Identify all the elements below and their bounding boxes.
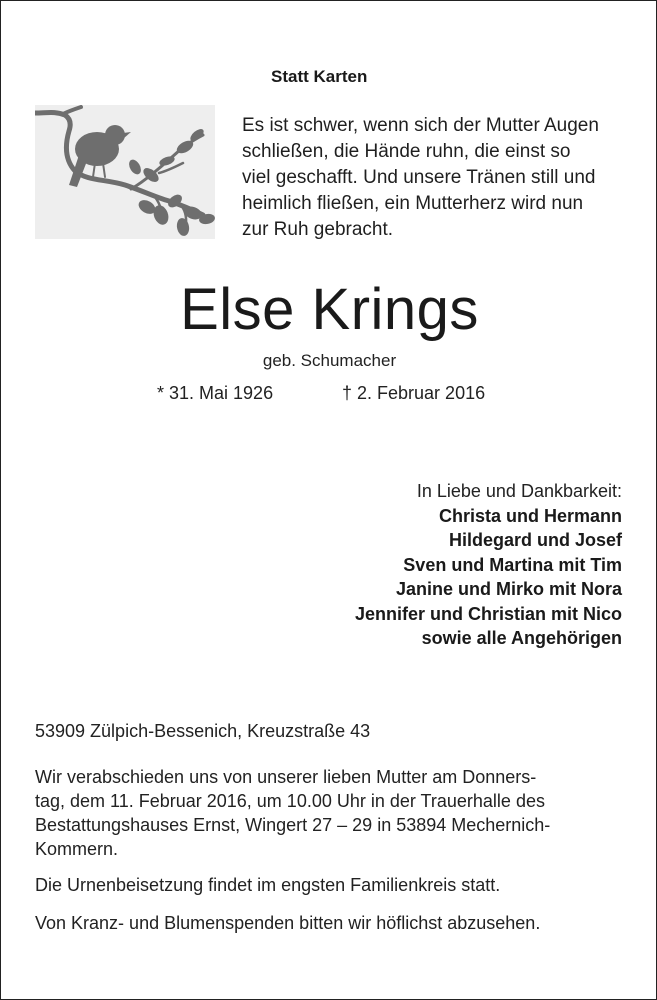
flowers-note: Von Kranz- und Blumenspenden bitten wir höflichst abzusehen. (35, 913, 541, 933)
maiden-name: geb. Schumacher (262, 351, 397, 370)
poem-line: schließen, die Hände ruhn, die einst so (242, 141, 571, 162)
poem-line: Es ist schwer, wenn sich der Mutter Augen (242, 115, 599, 136)
urn-burial-note: Die Urnenbeisetzung findet im engsten Familienkreis statt. (35, 875, 501, 895)
death-date: † 2. Februar 2016 (342, 383, 486, 403)
poem-line: zur Ruh gebracht. (242, 219, 394, 240)
service-line: Kommern. (35, 839, 119, 859)
service-info (35, 765, 635, 861)
heading: Statt Karten (271, 67, 368, 86)
bird-on-branch-icon (35, 105, 215, 239)
deceased-name: Else Krings (180, 277, 479, 342)
birth-date: * 31. Mai 1926 (157, 383, 274, 403)
address: 53909 Zülpich-Bessenich, Kreuzstraße 43 (35, 721, 371, 741)
mourner: Sven und Martina mit Tim (403, 554, 622, 575)
service-line: Bestattungshauses Ernst, Wingert 27 – 29 in 53894 Mechernich- (35, 815, 551, 835)
mourners-intro: In Liebe und Dankbarkeit: (416, 481, 622, 501)
service-line: Wir verabschieden uns von unserer lieben Mutter am Donners- (35, 767, 537, 787)
poem-line: viel geschafft. Und unsere Tränen still und (242, 167, 596, 188)
mourner: sowie alle Angehörigen (421, 628, 622, 648)
mourner: Janine und Mirko mit Nora (395, 579, 622, 599)
poem-line: heimlich fließen, ein Mutterherz wird nun (242, 193, 584, 214)
poem (242, 113, 642, 243)
mourner: Jennifer und Christian mit Nico (354, 603, 622, 624)
mourner: Christa und Hermann (438, 505, 622, 526)
mourners-list (355, 479, 622, 651)
service-line: tag, dem 11. Februar 2016, um 10.00 Uhr in der Trauerhalle des (35, 791, 545, 811)
mourner: Hildegard und Josef (448, 530, 622, 550)
